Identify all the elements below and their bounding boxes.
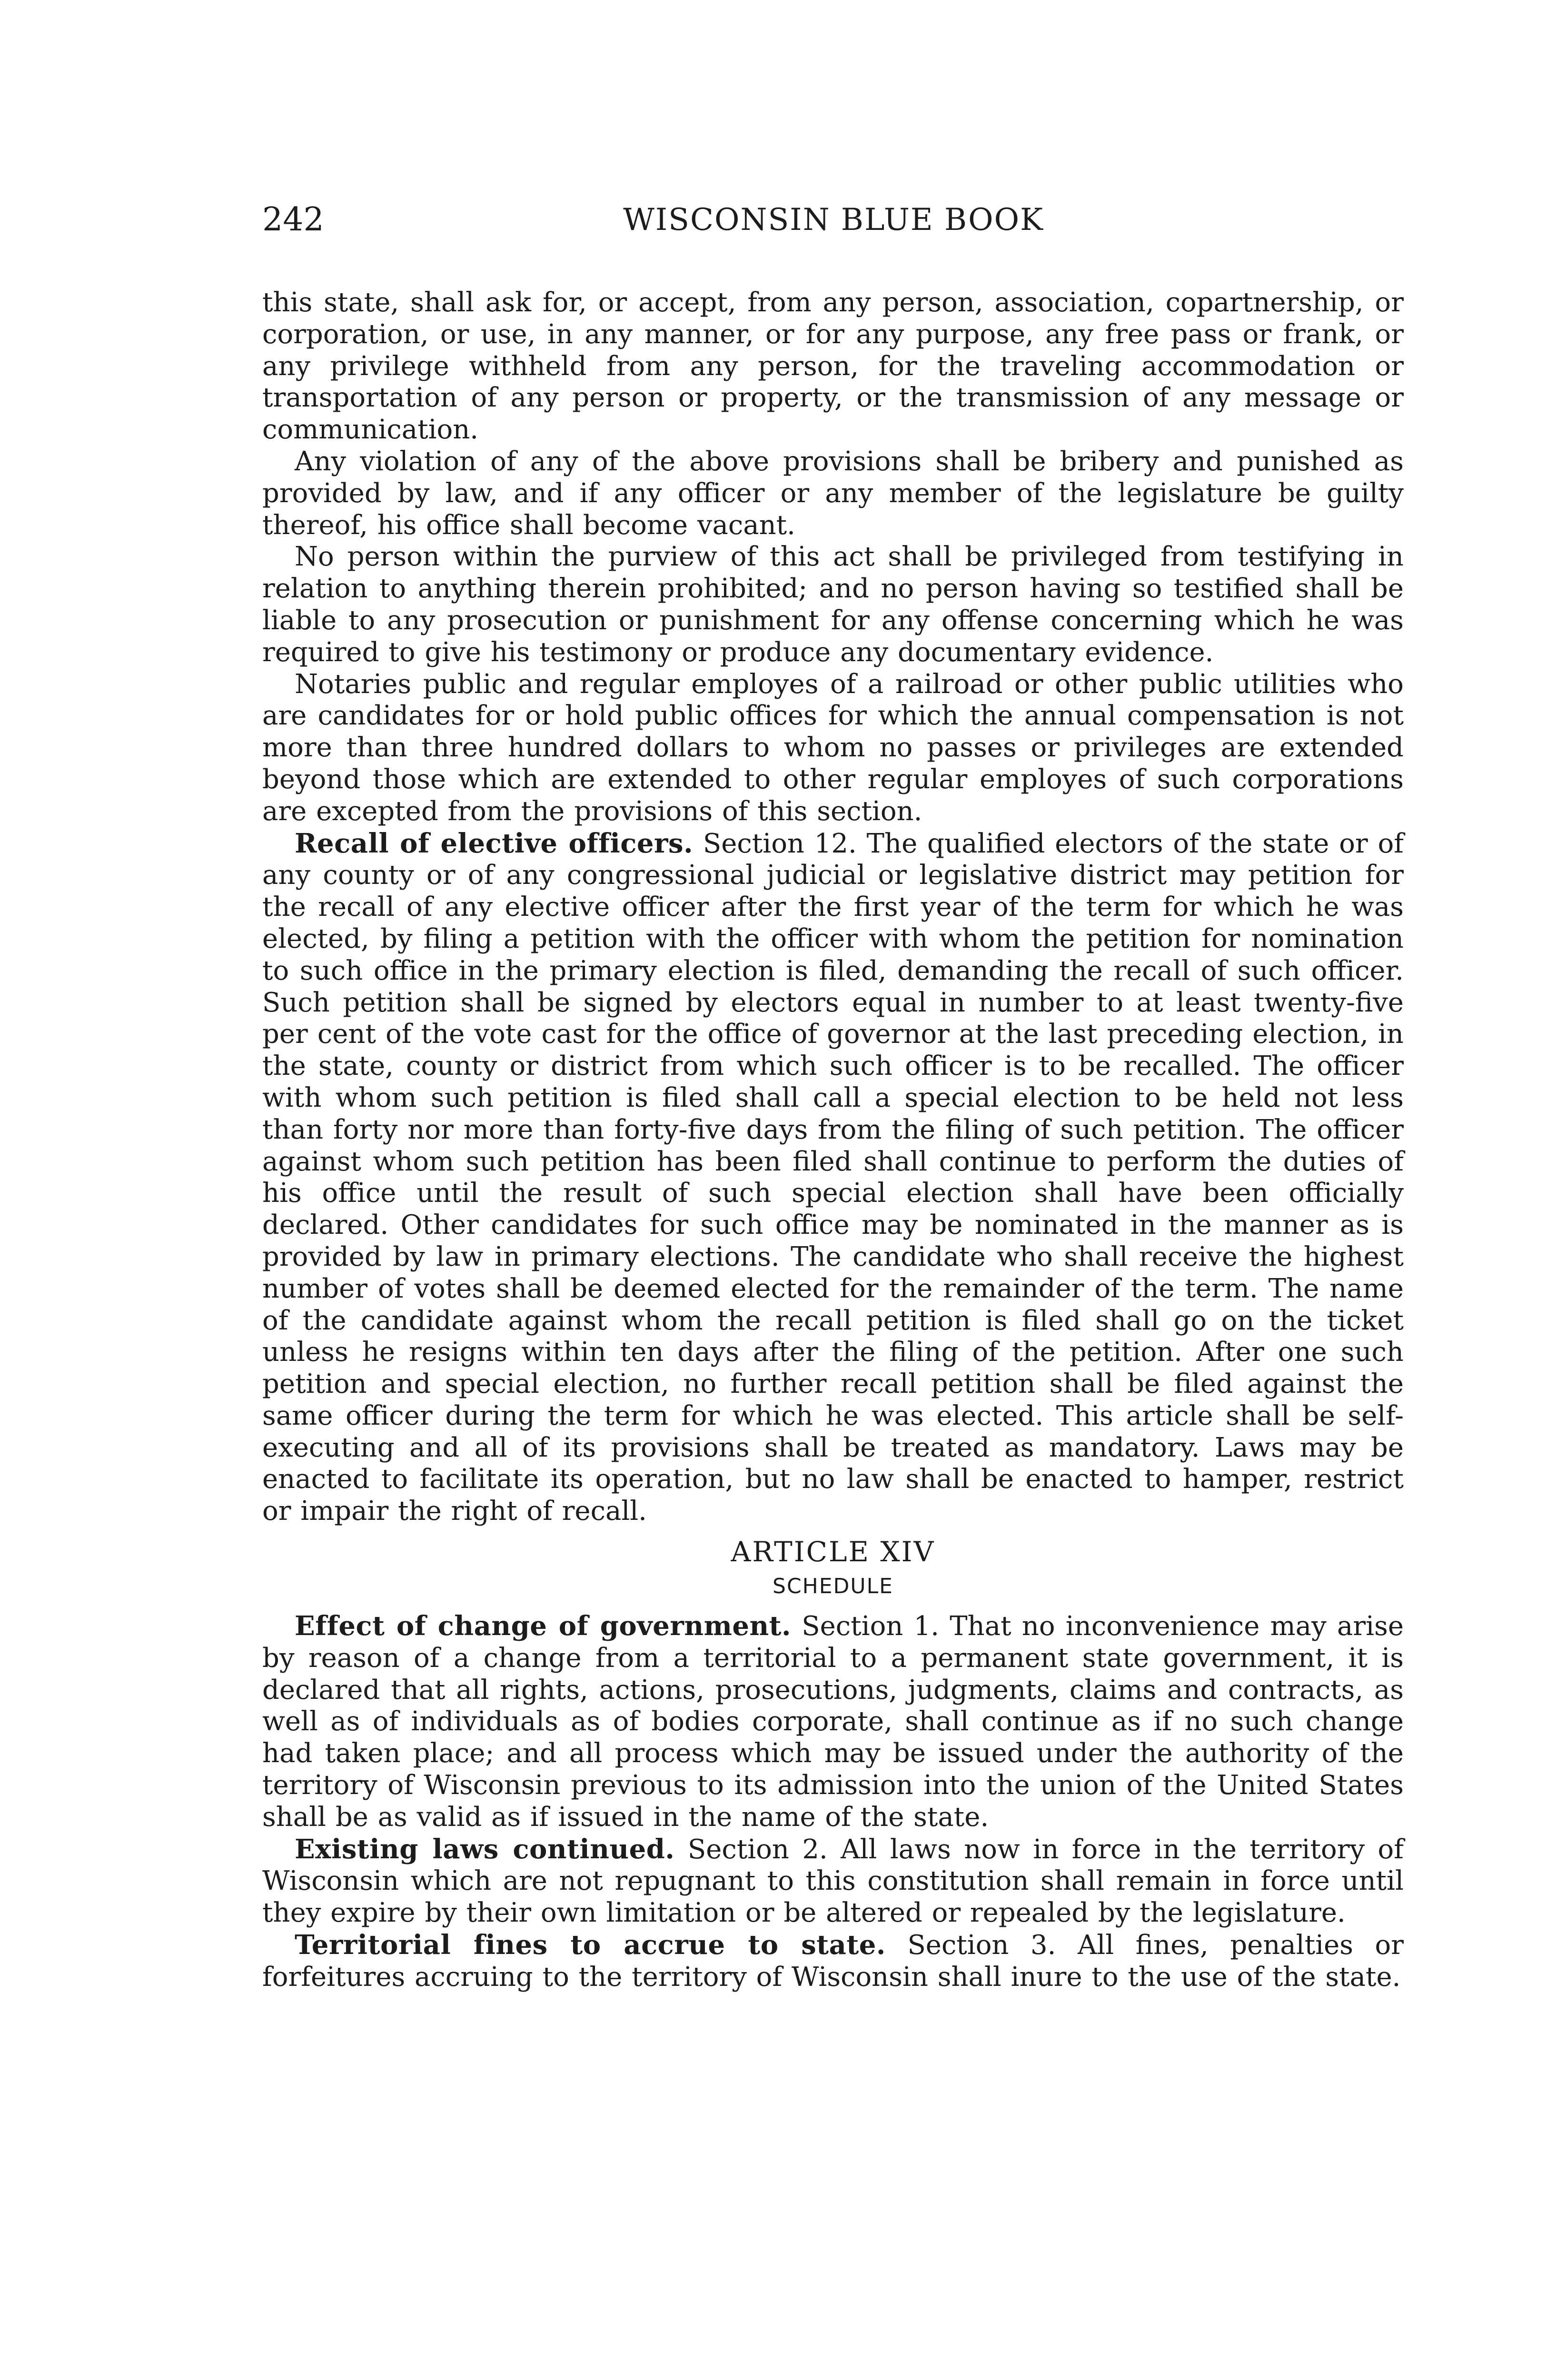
page-header: [262, 196, 1405, 244]
paragraph-violation: Any violation of any of the above provisions shall be bribery and punished as provided by law, and if any officer or any member of the legislature be guilty thereof, his office shall become vacant.: [262, 446, 1404, 541]
section-1-text: Section 1. That no inconvenience may arise by reason of a change from a territorial to a permanent state government, it is declared that all rights, actions, prosecutions, judgments, claims and contracts, as well as of individuals as of bodies corporate, shall continue as if no such change had taken place; and all process which may be issued under the authority of the territory of Wisconsin previous to its admission into the union of the United States shall be as valid as if issued in the name of the state.: [262, 1611, 1404, 1833]
recall-heading: Recall of elective officers.: [295, 827, 694, 859]
running-head: WISCONSIN BLUE BOOK: [623, 202, 1044, 238]
section-3-heading: Territorial fines to accrue to state.: [295, 1929, 886, 1961]
article-subtitle: SCHEDULE: [773, 1574, 893, 1599]
section-2-heading: Existing laws continued.: [295, 1833, 675, 1865]
section-1: [262, 1610, 1404, 1834]
section-3-text: Section 3. All fines, penalties or forfeitures accruing to the territory of Wisconsin shall inure to the use of the state.: [262, 1930, 1404, 1993]
paragraph-testimony: No person within the purview of this act shall be privileged from testifying in relation to anything therein prohibited; and no person having so testified shall be liable to any prosecution or punishment for any offense concerning which he was required to give his testimony or produce any documentary evidence.: [262, 541, 1404, 668]
page-body: [262, 287, 1404, 1993]
page-number: 242: [262, 201, 324, 238]
paragraph-continuation: this state, shall ask for, or accept, from any person, association, copartnership, or corporation, or use, in any manner, or for any purpose, any free pass or frank, or any privilege withheld from any person, for the traveling accommodation or transportation of any person or property, or the transmission of any message or communication.: [262, 287, 1404, 446]
section-1-heading: Effect of change of government.: [295, 1610, 792, 1642]
paragraph-recall: [262, 828, 1404, 1528]
recall-text: Section 12. The qualified electors of the state or of any county or of any congressional judicial or legislative district may petition for the recall of any elective officer after the first year of the term for which he was elected, by filing a petition with the officer with whom the petition for nomination to such office in the primary election is filed, demanding the recall of such officer. Such petition shall be signed by electors equal in number to at least twenty-five per cent of the vote cast for the office of governor at the last preceding election, in the state, county or district from which such officer is to be recalled. The officer with whom such petition is filed shall call a special election to be held not less than forty nor more than forty-five days from the filing of such petition. The officer against whom such petition has been filed shall continue to perform the duties of his office until the result of such special election shall have been officially declared. Other candidates for such office may be nominated in the manner as is provided by law in primary elections. The candidate who shall receive the highest number of votes shall be deemed elected for the remainder of the term. The name of the candidate against whom the recall petition is filed shall go on the ticket unless he resigns within ten days after the filing of the petition. After one such petition and special election, no further recall petition shall be filed against the same officer during the term for which he was elected. This article shall be self-executing and all of its provisions shall be treated as mandatory. Laws may be enacted to facilitate its operation, but no law shall be enacted to hamper, restrict or impair the right of recall.: [262, 828, 1404, 1527]
article-title: ARTICLE XIV: [731, 1536, 935, 1568]
section-2-text: Section 2. All laws now in force in the territory of Wisconsin which are not repugnant to this constitution shall remain in force until they expire by their own limitation or be altered or repealed by the legislature.: [262, 1834, 1404, 1929]
paragraph-notaries: Notaries public and regular employes of a railroad or other public utilities who are candidates for or hold public offices for which the annual compensation is not more than three hundred dollars to whom no passes or privileges are extended beyond those which are extended to other regular employes of such corporations are excepted from the provisions of this section.: [262, 668, 1404, 827]
section-2: [262, 1834, 1404, 1929]
section-3: [262, 1929, 1404, 1993]
